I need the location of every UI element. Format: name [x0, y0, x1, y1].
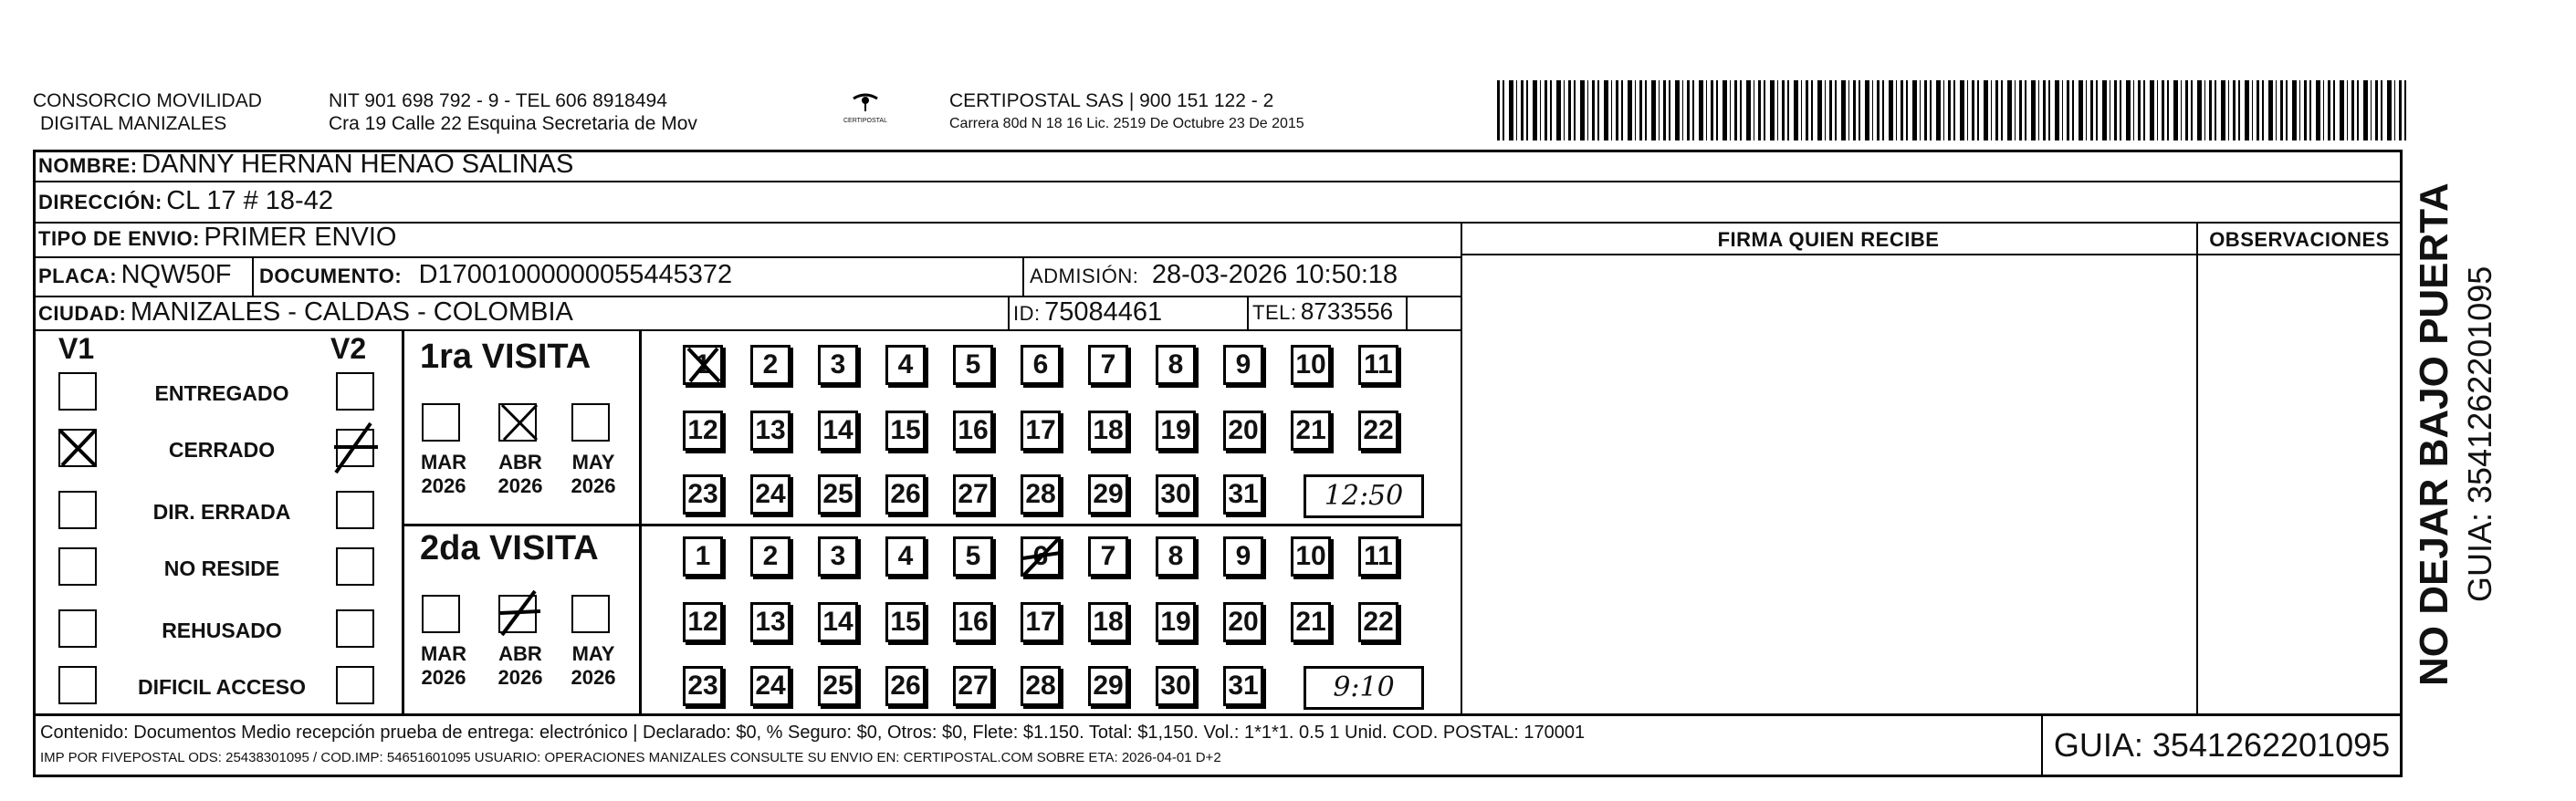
- month-year: 2026: [497, 474, 543, 497]
- tipo-envio-row: [38, 223, 396, 253]
- day-checkbox[interactable]: 21: [1291, 602, 1331, 642]
- tipo-envio-label: TIPO DE ENVIO:: [38, 227, 200, 250]
- footer-imp: IMP POR FIVEPOSTAL ODS: 25438301095 / COD.IMP: 54651601095 USUARIO: OPERACIONES MANIZALES CONSULTE SU ENVIO EN: CERTIPOSTAL.COM SOBRE ETA: 2026-04-01 D+2: [40, 750, 1221, 765]
- day-checkbox[interactable]: 19: [1156, 411, 1196, 451]
- day-checkbox[interactable]: 8: [1156, 536, 1196, 577]
- company-line-2: DIGITAL MANIZALES: [40, 113, 227, 134]
- status-option-label: REHUSADO: [162, 619, 282, 642]
- month-year: 2026: [421, 666, 466, 689]
- day-checkbox[interactable]: 15: [885, 411, 926, 451]
- day-checkbox[interactable]: 29: [1088, 666, 1128, 706]
- courier-address: Carrera 80d N 18 16 Lic. 2519 De Octubre 23 De 2015: [949, 116, 1304, 131]
- day-checkbox[interactable]: 18: [1088, 411, 1128, 451]
- admision-value: 28-03-2026 10:50:18: [1151, 260, 1398, 289]
- certipostal-logo-icon: [838, 91, 893, 124]
- day-checkbox[interactable]: 31: [1223, 474, 1263, 515]
- day-checkbox[interactable]: 24: [750, 474, 791, 515]
- footer-contenido: Contenido: Documentos Medio recepción prueba de entrega: electrónico | Declarado: $0, % Seguro: $0, Otros: $0, Flete: $1.150. Total: $1,150. Vol.: 1*1*1. 0.5 1 Unid. COD. POSTAL: 170001: [40, 723, 1586, 743]
- nombre-value: DANNY HERNAN HENAO SALINAS: [141, 150, 574, 179]
- v1-checkbox[interactable]: [58, 609, 97, 648]
- divider: [1247, 296, 1249, 329]
- side-guia: GUIA: 3541262201095: [2461, 265, 2498, 602]
- status-option-label: ENTREGADO: [154, 381, 289, 405]
- placa-label: PLACA:: [38, 265, 118, 287]
- day-checkbox[interactable]: 15: [885, 602, 926, 642]
- admision-label: ADMISIÓN:: [1030, 265, 1139, 287]
- id-label: ID:: [1013, 302, 1041, 325]
- id-row: [1013, 297, 1162, 328]
- month-year: 2026: [421, 474, 466, 497]
- observaciones-header: OBSERVACIONES: [2209, 228, 2390, 251]
- day-checkbox[interactable]: 9: [1223, 345, 1263, 385]
- divider: [1461, 222, 1462, 713]
- direccion-row: [38, 186, 333, 216]
- company-info: [329, 89, 697, 135]
- day-checkbox[interactable]: 19: [1156, 602, 1196, 642]
- v1-checkbox[interactable]: [58, 666, 97, 704]
- divider: [1406, 296, 1408, 329]
- day-checkbox[interactable]: 27: [953, 666, 993, 706]
- day-checkbox[interactable]: 28: [1021, 666, 1061, 706]
- firma-header: FIRMA QUIEN RECIBE: [1717, 228, 1940, 251]
- company-name: [33, 89, 262, 135]
- divider: [252, 256, 254, 296]
- month-name: MAR: [420, 451, 467, 473]
- day-checkbox[interactable]: 30: [1156, 666, 1196, 706]
- day-checkbox[interactable]: 1: [683, 536, 723, 577]
- divider: [33, 713, 2403, 716]
- documento-value: D17001000000055445372: [418, 260, 733, 289]
- status-option-label: DIFICIL ACCESO: [137, 675, 306, 699]
- tel-value: 8733556: [1300, 297, 1394, 325]
- v1-checkbox[interactable]: [58, 547, 97, 586]
- placa-row: [38, 260, 231, 290]
- visit-title: 1ra VISITA: [420, 338, 592, 376]
- divider: [33, 329, 1461, 331]
- day-checkbox[interactable]: 16: [953, 411, 993, 451]
- day-checkbox[interactable]: 12: [683, 602, 723, 642]
- month-checkbox[interactable]: [571, 595, 610, 633]
- month-name: MAY: [571, 642, 615, 665]
- status-option-label: NO RESIDE: [163, 557, 280, 580]
- day-checkbox[interactable]: 24: [750, 666, 791, 706]
- day-checkbox[interactable]: 12: [683, 411, 723, 451]
- day-checkbox[interactable]: 13: [750, 602, 791, 642]
- id-value: 75084461: [1044, 297, 1163, 327]
- day-checkbox[interactable]: 11: [1358, 345, 1398, 385]
- day-checkbox[interactable]: 21: [1291, 411, 1331, 451]
- day-checkbox[interactable]: 31: [1223, 666, 1263, 706]
- documento-label: DOCUMENTO:: [259, 265, 403, 287]
- month-name: MAR: [420, 642, 467, 665]
- day-checkbox[interactable]: 20: [1223, 411, 1263, 451]
- month-year: 2026: [571, 474, 616, 497]
- day-checkbox[interactable]: 5: [953, 536, 993, 577]
- direccion-value: CL 17 # 18-42: [166, 186, 333, 215]
- handwritten-time[interactable]: 9:10: [1304, 666, 1424, 710]
- day-checkbox[interactable]: 4: [885, 345, 926, 385]
- placa-value: NQW50F: [120, 260, 232, 289]
- day-checkbox[interactable]: 28: [1021, 474, 1061, 515]
- barcode: [1497, 80, 2410, 140]
- month-name: ABR: [498, 451, 542, 473]
- day-checkbox[interactable]: 30: [1156, 474, 1196, 515]
- v1-header: V1: [58, 332, 95, 365]
- company-line-1: CONSORCIO MOVILIDAD: [33, 90, 262, 111]
- day-checkbox[interactable]: 17: [1021, 411, 1061, 451]
- v1-checkbox[interactable]: [58, 429, 97, 467]
- divider: [2196, 222, 2198, 713]
- month-label: [493, 642, 548, 690]
- month-label: [566, 642, 621, 690]
- month-label: [416, 451, 471, 498]
- day-checkbox[interactable]: 10: [1291, 345, 1331, 385]
- divider: [402, 524, 1461, 526]
- day-checkbox[interactable]: 11: [1358, 536, 1398, 577]
- day-checkbox[interactable]: 10: [1291, 536, 1331, 577]
- month-checkbox[interactable]: [422, 403, 460, 442]
- day-checkbox[interactable]: 6: [1021, 536, 1061, 577]
- day-checkbox[interactable]: 2: [750, 536, 791, 577]
- divider: [33, 181, 2403, 182]
- month-year: 2026: [571, 666, 616, 689]
- day-checkbox[interactable]: 14: [818, 411, 858, 451]
- day-checkbox[interactable]: 4: [885, 536, 926, 577]
- divider: [402, 329, 404, 713]
- day-checkbox[interactable]: 27: [953, 474, 993, 515]
- month-year: 2026: [497, 666, 543, 689]
- nombre-row: [38, 150, 573, 180]
- courier-info: [949, 89, 1304, 135]
- divider: [639, 329, 642, 713]
- month-label: [493, 451, 548, 498]
- month-name: ABR: [498, 642, 542, 665]
- tel-label: TEL:: [1252, 301, 1297, 324]
- day-checkbox[interactable]: 26: [885, 474, 926, 515]
- day-checkbox[interactable]: 2: [750, 345, 791, 385]
- admision-row: [1030, 260, 1398, 290]
- day-checkbox[interactable]: 25: [818, 474, 858, 515]
- divider: [1008, 296, 1010, 329]
- ciudad-value: MANIZALES - CALDAS - COLOMBIA: [130, 297, 573, 327]
- documento-row: [259, 260, 732, 290]
- day-checkbox[interactable]: 16: [953, 602, 993, 642]
- visit-title: 2da VISITA: [420, 529, 599, 567]
- v2-header: V2: [330, 332, 367, 365]
- month-checkbox[interactable]: [571, 403, 610, 442]
- divider: [1461, 254, 2403, 255]
- day-checkbox[interactable]: 22: [1358, 602, 1398, 642]
- company-nit: NIT 901 698 792 - 9 - TEL 606 8918494: [329, 90, 667, 111]
- day-checkbox[interactable]: 1: [683, 345, 723, 385]
- v1-checkbox[interactable]: [58, 372, 97, 411]
- day-checkbox[interactable]: 6: [1021, 345, 1061, 385]
- no-dejar-bajo-puerta: NO DEJAR BAJO PUERTA: [2412, 182, 2456, 686]
- month-name: MAY: [571, 451, 615, 473]
- day-checkbox[interactable]: 23: [683, 474, 723, 515]
- day-checkbox[interactable]: 23: [683, 666, 723, 706]
- divider: [33, 256, 1461, 258]
- company-address: Cra 19 Calle 22 Esquina Secretaria de Mov: [329, 113, 697, 134]
- day-checkbox[interactable]: 3: [818, 536, 858, 577]
- day-checkbox[interactable]: 18: [1088, 602, 1128, 642]
- footer-guia: GUIA: 3541262201095: [2053, 726, 2391, 764]
- day-checkbox[interactable]: 8: [1156, 345, 1196, 385]
- day-checkbox[interactable]: 7: [1088, 536, 1128, 577]
- day-checkbox[interactable]: 9: [1223, 536, 1263, 577]
- month-checkbox[interactable]: [498, 595, 537, 633]
- handwritten-time[interactable]: 12:50: [1304, 474, 1424, 518]
- day-checkbox[interactable]: 3: [818, 345, 858, 385]
- status-option-label: DIR. ERRADA: [152, 500, 291, 524]
- v1-checkbox[interactable]: [58, 491, 97, 529]
- logo-mark-icon: [850, 91, 881, 113]
- day-checkbox[interactable]: 26: [885, 666, 926, 706]
- nombre-label: NOMBRE:: [38, 154, 138, 177]
- divider: [1022, 256, 1024, 296]
- day-checkbox[interactable]: 7: [1088, 345, 1128, 385]
- courier-name: CERTIPOSTAL SAS | 900 151 122 - 2: [949, 90, 1274, 111]
- day-checkbox[interactable]: 5: [953, 345, 993, 385]
- month-checkbox[interactable]: [498, 403, 537, 442]
- ciudad-label: CIUDAD:: [38, 302, 127, 325]
- month-label: [566, 451, 621, 498]
- day-checkbox[interactable]: 13: [750, 411, 791, 451]
- day-checkbox[interactable]: 25: [818, 666, 858, 706]
- day-checkbox[interactable]: 14: [818, 602, 858, 642]
- day-checkbox[interactable]: 22: [1358, 411, 1398, 451]
- tipo-envio-value: PRIMER ENVIO: [204, 223, 397, 252]
- day-checkbox[interactable]: 17: [1021, 602, 1061, 642]
- logo-text: CERTIPOSTAL: [843, 118, 887, 124]
- day-checkbox[interactable]: 20: [1223, 602, 1263, 642]
- month-label: [416, 642, 471, 690]
- direccion-label: DIRECCIÓN:: [38, 191, 162, 213]
- ciudad-row: [38, 297, 573, 328]
- tel-row: [1252, 297, 1393, 326]
- status-option-label: CERRADO: [168, 438, 276, 462]
- day-checkbox[interactable]: 29: [1088, 474, 1128, 515]
- month-checkbox[interactable]: [422, 595, 460, 633]
